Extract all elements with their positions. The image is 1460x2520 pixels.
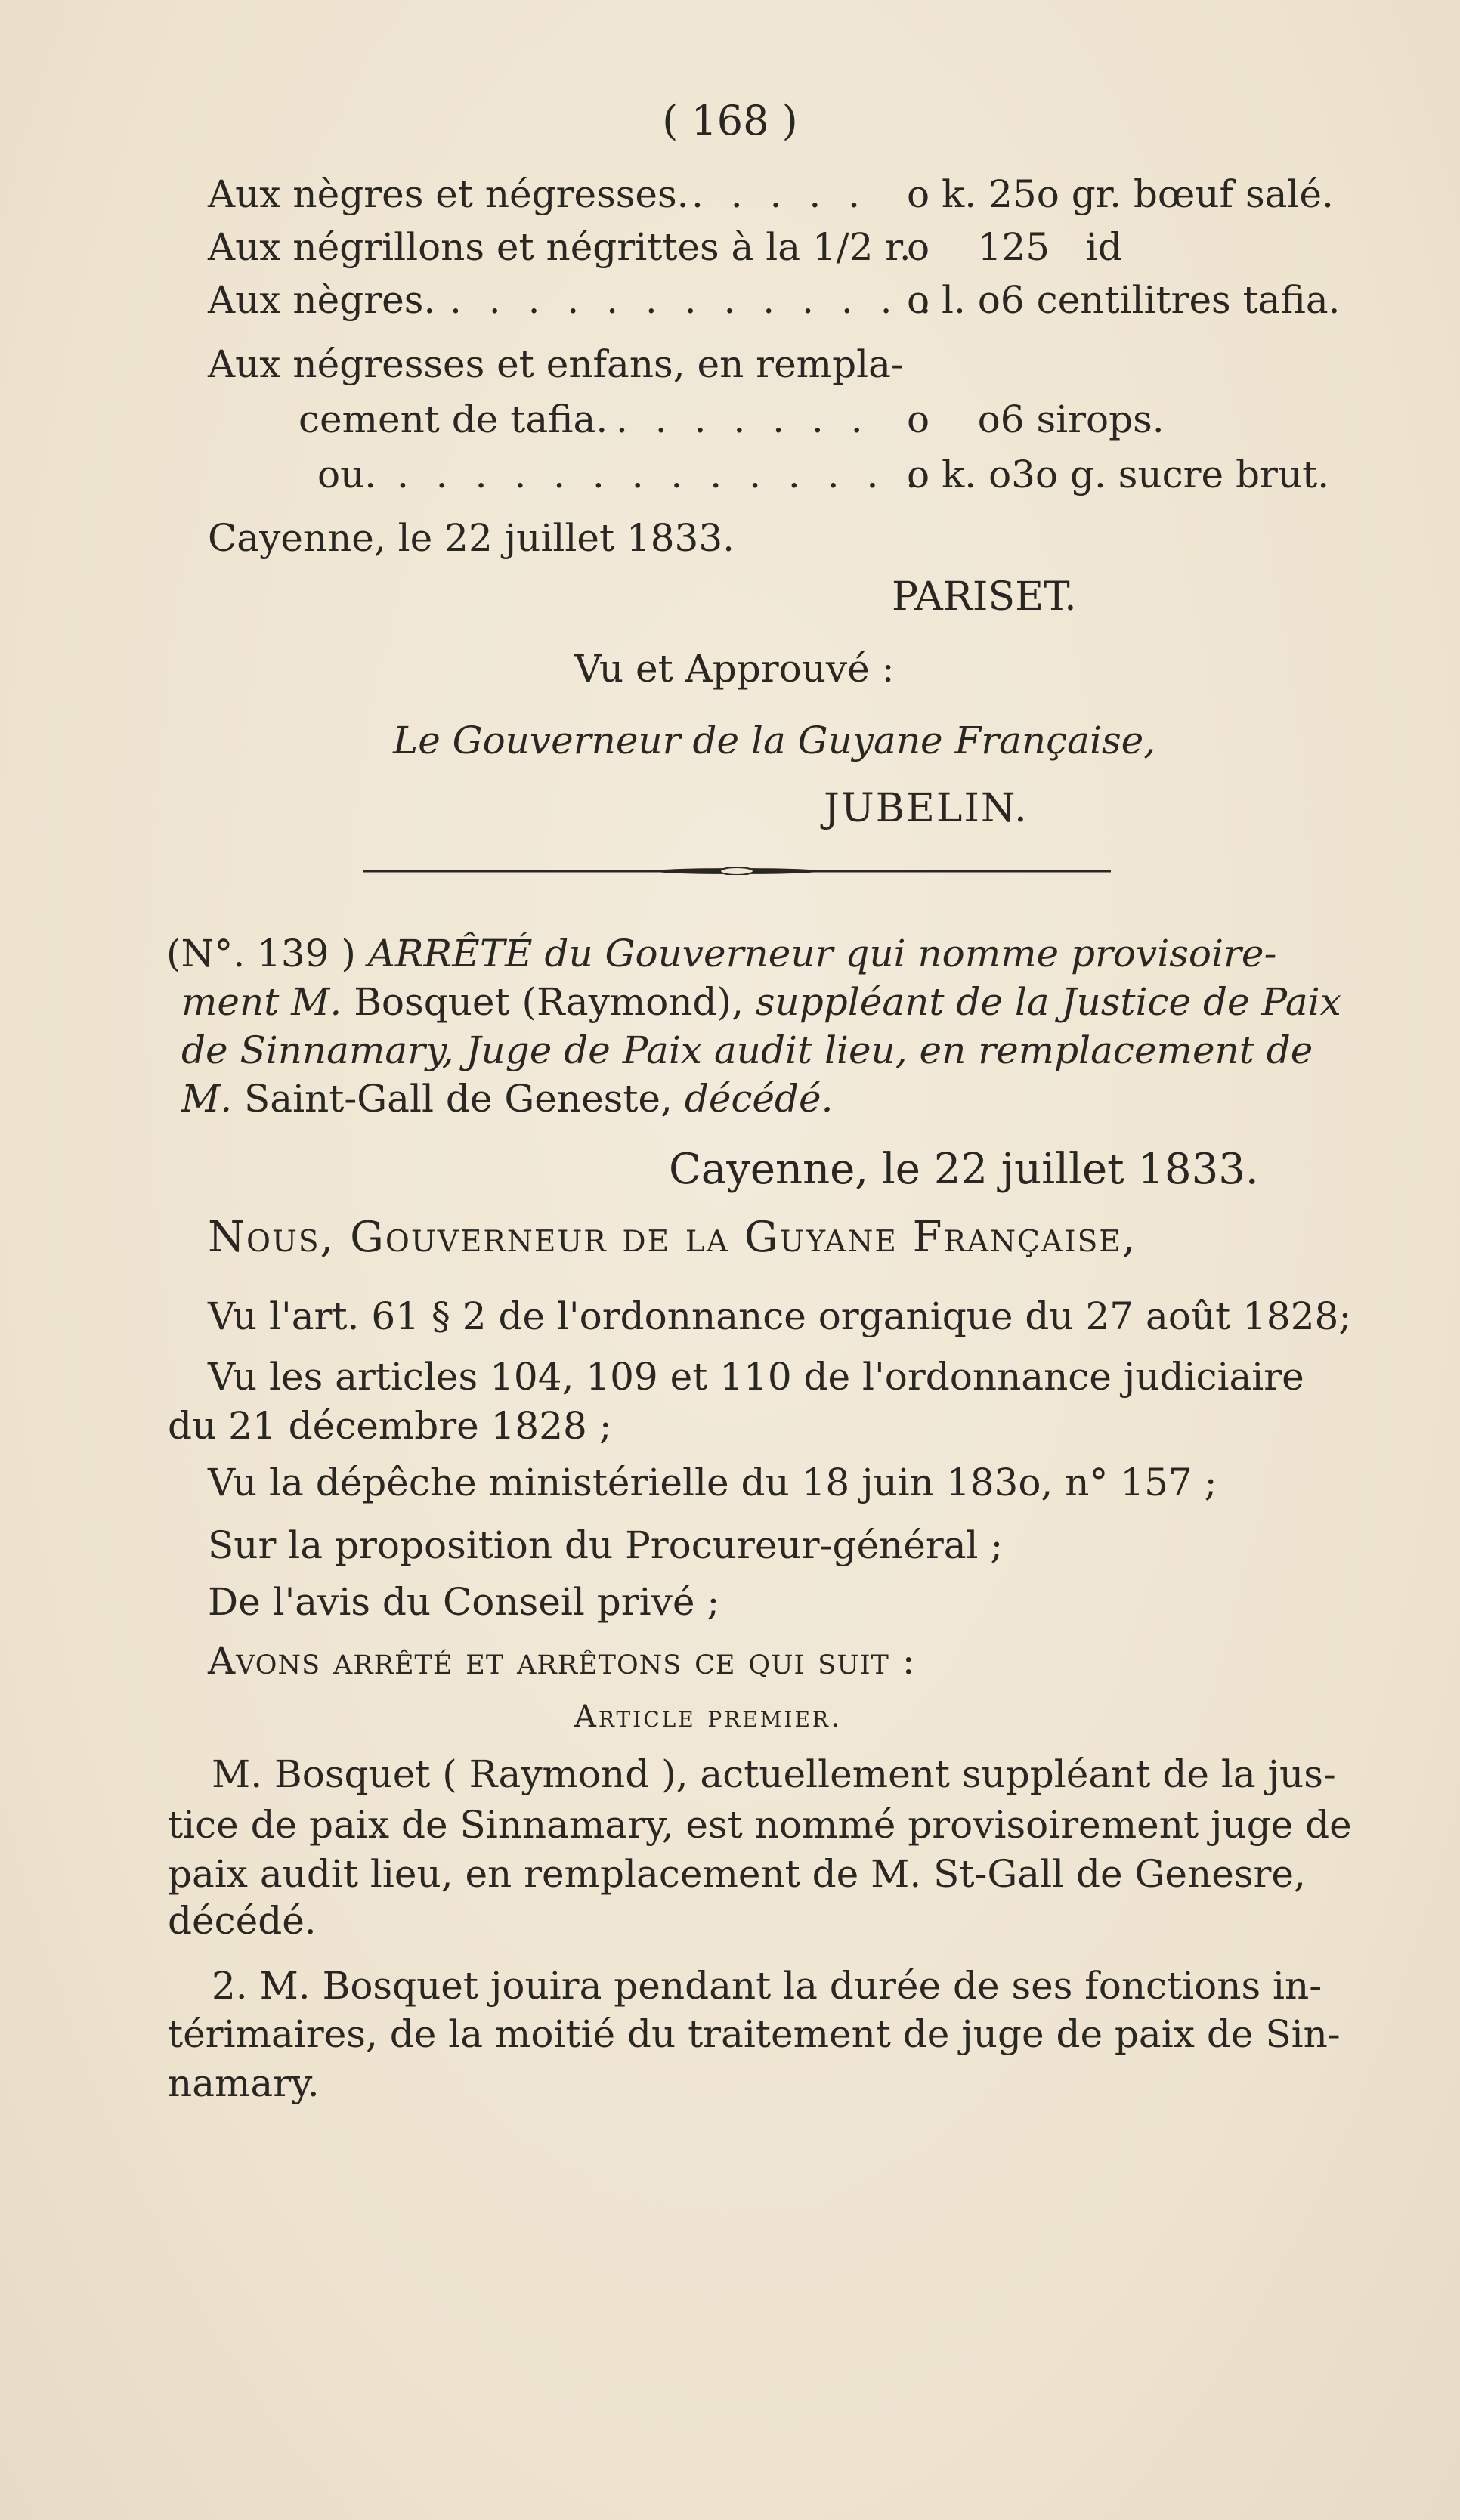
ration-label: cement de tafia. [298, 397, 608, 441]
ration-row [298, 397, 1341, 442]
ration-row [208, 342, 1341, 387]
decree-preamble: Nous, Gouverneur de la Guyane Française, [208, 1213, 1137, 1262]
decree-title-line-4 [166, 1074, 1341, 1123]
consideration-line: du 21 décembre 1828 ; [168, 1404, 612, 1448]
ration-row [317, 452, 1341, 497]
article-2-line: 2. M. Bosquet jouira pendant la durée de ses fonctions in- [212, 1964, 1322, 2008]
ration-dots: . . . . . . . [616, 397, 871, 441]
consideration-line: De l'avis du Conseil privé ; [208, 1580, 720, 1624]
article-1-line: tice de paix de Sinnamary, est nommé provisoirement juge de [168, 1803, 1352, 1847]
consideration-line: Avons arrêté et arrêtons ce qui suit : [208, 1639, 916, 1683]
ration-value: o l. o6 centilitres tafia. [907, 278, 1341, 322]
page-number: ( 168 ) [662, 97, 798, 144]
signature-jubelin: JUBELIN. [824, 786, 1028, 831]
ration-label: Aux négrillons et négrittes à la 1/2 r. [208, 225, 911, 269]
ration-label: ou. [317, 453, 377, 496]
ration-value: o k. 25o gr. bœuf salé. [907, 172, 1334, 216]
signing-date: Cayenne, le 22 juillet 1833. [208, 516, 735, 560]
ration-row [208, 172, 1341, 217]
consideration-line: Sur la proposition du Procureur-général ; [208, 1523, 1004, 1567]
article-1-line: décédé. [168, 1899, 317, 1943]
ration-row [208, 224, 1341, 270]
ration-dots: . . . . . . . . . . . . . [450, 278, 939, 322]
article-2-line: namary. [168, 2061, 320, 2105]
ration-value: o k. o3o g. sucre brut. [907, 453, 1330, 496]
approval-line: Vu et Approuvé : [574, 647, 895, 691]
decree-title-text: M. [181, 1077, 233, 1121]
consideration-line: Vu les articles 104, 109 et 110 de l'ordonnance judiciaire [208, 1355, 1304, 1399]
article-1-line: paix audit lieu, en remplacement de M. St-Gall de Genesre, [168, 1852, 1306, 1896]
decree-title-text: suppléant de la Justice de Paix [755, 980, 1341, 1024]
ration-dots: . . . . . [691, 172, 868, 216]
decree-title-line-2 [166, 978, 1341, 1026]
ration-value: o o6 sirops. [907, 397, 1165, 441]
decree-deceased: Saint-Gall de Geneste, [244, 1077, 673, 1121]
decree-heading: ARRÊTÉ du Gouverneur qui nomme provisoire- [367, 932, 1277, 976]
article-2-line: térimaires, de la moitié du traitement de juge de paix de Sin- [168, 2012, 1341, 2056]
article-1-line: M. Bosquet ( Raymond ), actuellement suppléant de la jus- [212, 1752, 1336, 1796]
ration-row [208, 277, 1341, 323]
ration-dots: . . . . . . . . . . . . . . [397, 453, 926, 496]
article-heading: Article premier. [574, 1699, 843, 1734]
decree-title [166, 929, 1341, 1123]
decree-title-text: ment M. [181, 980, 342, 1024]
decree-number: (N°. 139 ) [166, 932, 356, 976]
signature-pariset: PARISET. [892, 574, 1077, 620]
decree-title-text: décédé. [684, 1077, 834, 1121]
decorative-rule [363, 867, 1111, 875]
ration-value: o 125 id [907, 225, 1122, 269]
decree-title-line-1 [166, 929, 1341, 978]
ration-label: Aux négresses et enfans, en rempla- [208, 342, 904, 386]
ration-label: Aux nègres. [208, 278, 436, 322]
governor-line: Le Gouverneur de la Guyane Française, [393, 719, 1156, 762]
decree-date: Cayenne, le 22 juillet 1833. [669, 1145, 1259, 1194]
consideration-line: Vu la dépêche ministérielle du 18 juin 183o, n° 157 ; [208, 1461, 1217, 1504]
consideration-line: Vu l'art. 61 § 2 de l'ordonnance organique du 27 août 1828; [208, 1294, 1352, 1338]
decree-appointee: Bosquet (Raymond), [354, 980, 744, 1024]
decree-title-line-3: de Sinnamary, Juge de Paix audit lieu, en remplacement de [181, 1028, 1313, 1072]
ration-label: Aux nègres et négresses. [208, 172, 689, 216]
